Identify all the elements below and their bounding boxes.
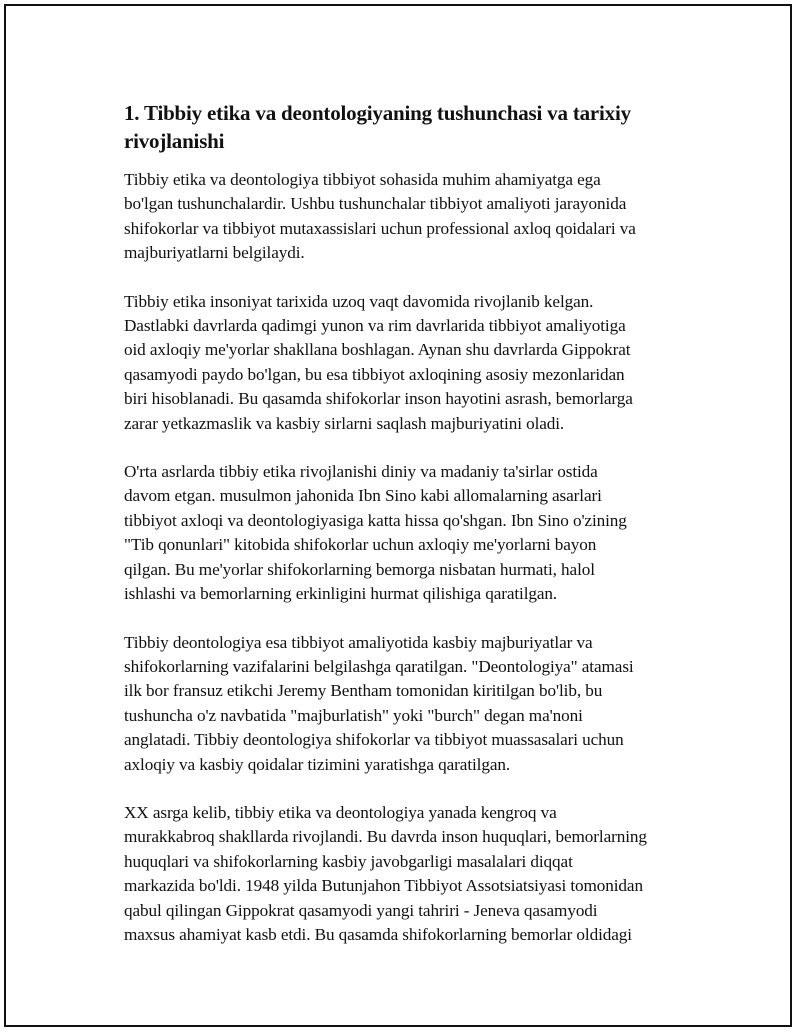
paragraph-line: qilgan. Bu me'yorlar shifokorlarning bemorga nisbatan hurmati, halol [124, 559, 595, 579]
section-title-line: rivojlanishi [124, 129, 225, 153]
paragraph-line: XX asrga kelib, tibbiy etika va deontologiya yanada kengroq va [124, 802, 557, 822]
paragraph-2 [124, 290, 724, 436]
paragraph-5 [124, 801, 724, 947]
paragraph-line: qasamyodi paydo bo'lgan, bu esa tibbiyot axloqining asosiy mezonlaridan [124, 364, 625, 384]
paragraph-line: shifokorlarning vazifalarini belgilashga qaratilgan. "Deontologiya" atamasi [124, 656, 634, 676]
paragraph-line: maxsus ahamiyat kasb etdi. Bu qasamda shifokorlarning bemorlar oldidagi [124, 924, 632, 944]
paragraph-line: O'rta asrlarda tibbiy etika rivojlanishi diniy va madaniy ta'sirlar ostida [124, 462, 598, 482]
section-title [124, 99, 724, 155]
paragraph-line: davom etgan. musulmon jahonida Ibn Sino kabi allomalarning asarlari [124, 486, 602, 506]
paragraph-line: huquqlari va shifokorlarning kasbiy javobgarligi masalalari diqqat [124, 851, 573, 871]
paragraph-1 [124, 168, 724, 266]
paragraph-line: zarar yetkazmaslik va kasbiy sirlarni saqlash majburiyatini oladi. [124, 413, 565, 433]
section-title-line: 1. Tibbiy etika va deontologiyaning tushunchasi va tarixiy [124, 101, 631, 125]
document-body [124, 99, 724, 971]
paragraph-line: Tibbiy etika va deontologiya tibbiyot sohasida muhim ahamiyatga ega [124, 170, 601, 189]
paragraph-line: tibbiyot axloqi va deontologiyasiga katta hissa qo'shgan. Ibn Sino o'zining [124, 510, 627, 530]
paragraph-line: axloqiy va kasbiy qoidalar tizimini yaratishga qaratilgan. [124, 754, 511, 774]
page-frame [4, 4, 792, 1027]
paragraph-line: oid axloqiy me'yorlar shakllana boshlagan. Aynan shu davrlarda Gippokrat [124, 340, 631, 360]
paragraph-line: biri hisoblanadi. Bu qasamda shifokorlar inson hayotini asrash, bemorlarga [124, 389, 633, 409]
paragraph-line: "Tib qonunlari" kitobida shifokorlar uchun axloqiy me'yorlarni bayon [124, 535, 597, 555]
paragraph-line: majburiyatlarni belgilaydi. [124, 243, 305, 263]
paragraph-line: markazida bo'ldi. 1948 yilda Butunjahon Tibbiyot Assotsiatsiyasi tomonidan [124, 876, 643, 896]
paragraph-line: tushuncha o'z navbatida "majburlatish" yoki "burch" degan ma'noni [124, 705, 583, 725]
paragraph-line: qabul qilingan Gippokrat qasamyodi yangi tahriri - Jeneva qasamyodi [124, 900, 598, 920]
paragraph-line: ishlashi va bemorlarning erkinligini hurmat qilishiga qaratilgan. [124, 584, 558, 604]
paragraph-line: anglatadi. Tibbiy deontologiya shifokorlar va tibbiyot muassasalari uchun [124, 730, 624, 750]
paragraph-line: bo'lgan tushunchalardir. Ushbu tushunchalar tibbiyot amaliyoti jarayonida [124, 194, 627, 214]
paragraph-line: Tibbiy deontologiya esa tibbiyot amaliyotida kasbiy majburiyatlar va [124, 632, 593, 652]
paragraph-line: shifokorlar va tibbiyot mutaxassislari uchun professional axloq qoidalari va [124, 218, 636, 238]
paragraph-4 [124, 631, 724, 777]
paragraph-3 [124, 460, 724, 606]
paragraph-line: Tibbiy etika insoniyat tarixida uzoq vaqt davomida rivojlanib kelgan. [124, 291, 594, 311]
paragraph-line: murakkabroq shakllarda rivojlandi. Bu davrda inson huquqlari, bemorlarning [124, 827, 647, 847]
paragraph-line: Dastlabki davrlarda qadimgi yunon va rim davrlarida tibbiyot amaliyotiga [124, 316, 626, 336]
paragraph-line: ilk bor fransuz etikchi Jeremy Bentham tomonidan kiritilgan bo'lib, bu [124, 681, 603, 701]
